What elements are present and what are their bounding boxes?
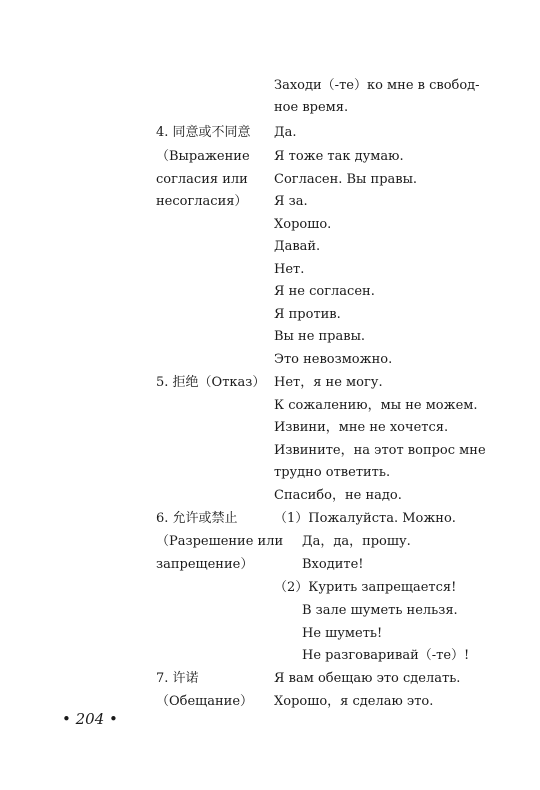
section-6-subtitle-line-1: （Разрешение или — [156, 534, 284, 549]
permission-phrase: Да，да，прошу. — [302, 534, 411, 549]
promise-phrase: Я вам обещаю это сделать. — [274, 671, 461, 686]
section-4-title: 4. 同意或不同意 — [156, 125, 251, 140]
agree-phrase: Согласен. Вы правы. — [274, 172, 418, 187]
section-7-title: 7. 许诺 — [156, 671, 199, 686]
agree-phrase: Я за. — [274, 194, 308, 209]
intro-line-1: Заходи（-те）ко мне в свобод- — [274, 78, 480, 93]
section-5-title: 5. 拒绝（Отказ） — [156, 375, 266, 390]
agree-phrase: Давай. — [274, 239, 321, 254]
permission-phrase: Входите! — [302, 557, 364, 572]
refusal-phrase: К сожалению，мы не можем. — [274, 398, 478, 413]
agree-phrase: Я против. — [274, 307, 341, 322]
section-4-subtitle-line-3: несогласия） — [156, 194, 248, 209]
agree-phrase: Это невозможно. — [274, 352, 393, 367]
refusal-phrase: трудно ответить. — [274, 465, 391, 480]
promise-phrase: Хорошо，я сделаю это. — [274, 694, 434, 709]
refusal-phrase: Спасибо，не надо. — [274, 488, 402, 503]
agree-phrase: Вы не правы. — [274, 329, 366, 344]
refusal-phrase: Извини，мне не хочется. — [274, 420, 449, 435]
section-4-subtitle-line-2: согласия или — [156, 172, 248, 187]
section-6-subtitle-line-2: запрещение） — [156, 557, 254, 572]
agree-phrase: Я не согласен. — [274, 284, 375, 299]
permission-phrase: （1）Пожалуйста. Можно. — [274, 511, 456, 526]
section-4-subtitle-line-1: （Выражение — [156, 149, 250, 164]
permission-phrase: （2）Курить запрещается! — [274, 580, 457, 595]
permission-phrase: Не шуметь! — [302, 626, 383, 641]
agree-phrase: Нет. — [274, 262, 305, 277]
agree-phrase: Я тоже так думаю. — [274, 149, 404, 164]
section-7-subtitle: （Обещание） — [156, 694, 254, 709]
intro-line-2: ное время. — [274, 100, 349, 115]
permission-phrase: Не разговаривай（-те）! — [302, 648, 470, 663]
page-number: • 204 • — [62, 710, 118, 728]
refusal-phrase: Нет，я не могу. — [274, 375, 383, 390]
agree-phrase: Хорошо. — [274, 217, 332, 232]
refusal-phrase: Извините，на этот вопрос мне — [274, 443, 486, 458]
section-6-title: 6. 允许或禁止 — [156, 511, 238, 526]
permission-phrase: В зале шуметь нельзя. — [302, 603, 458, 618]
agree-phrase: Да. — [274, 125, 297, 140]
